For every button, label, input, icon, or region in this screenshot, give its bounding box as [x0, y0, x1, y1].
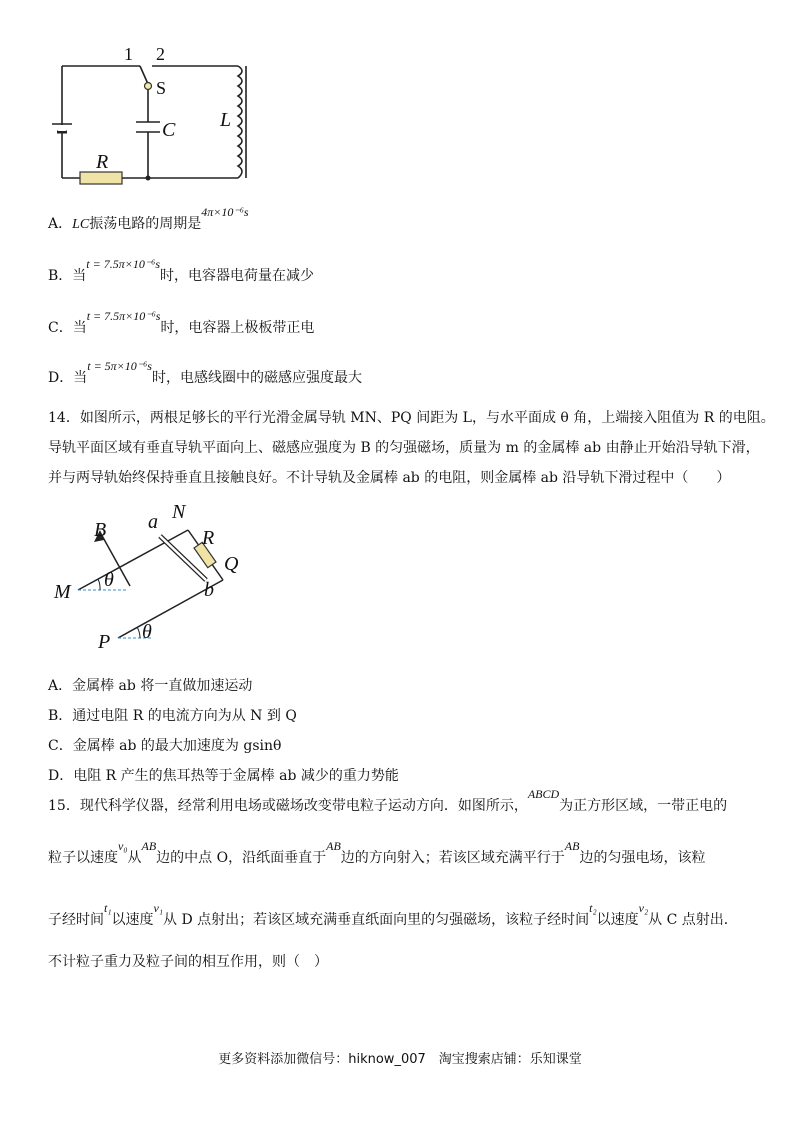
q14-option-a: A．金属棒 ab 将一直做加速运动 [48, 678, 253, 694]
q14-stem-line-3: 并与两导轨始终保持垂直且接触良好。不计导轨及金属棒 ab 的电阻，则金属棒 ab 沿导轨下滑过程中（ ） [48, 470, 731, 486]
formula-time-d: t = 5π×10⁻⁶s [87, 359, 152, 373]
q13-option-c: C．当t = 7.5π×10⁻⁶s时，电容器上极板带正电 [48, 309, 315, 336]
q14-stem-line-2: 导轨平面区域有垂直导轨平面向上、磁感应强度为 B 的匀强磁场，质量为 m 的金属棒 ab 由静止开始沿导轨下滑， [48, 440, 760, 456]
q15-stem-line-3: 子经时间t₁以速度v₁从 D 点射出；若该区域充满垂直纸面向里的匀强磁场，该粒子经时间t₂以速度v₂从 C 点射出． [48, 901, 738, 928]
switch-position-2: 2 [156, 44, 165, 64]
label-q: Q [224, 553, 239, 575]
resistor-label: R [96, 151, 109, 173]
rail-figure [48, 498, 258, 658]
q13-option-d: D．当t = 5π×10⁻⁶s时，电感线圈中的磁感应强度最大 [48, 359, 362, 386]
q15-stem-line-2: 粒子以速度v₀从AB边的中点 O，沿纸面垂直于AB边的方向射入；若该区域充满平行于AB边的匀强电场，该粒 [48, 839, 706, 866]
formula-time-c: t = 7.5π×10⁻⁶s [86, 309, 161, 323]
formula-period: 4π×10⁻⁶s [201, 205, 249, 219]
q14-stem-line-1: 14．如图所示，两根足够长的平行光滑金属导轨 MN、PQ 间距为 L，与水平面成 θ 角，上端接入阻值为 R 的电阻。 [48, 410, 775, 426]
label-n: N [172, 501, 186, 523]
switch-label: S [156, 78, 167, 98]
label-theta-1: θ [104, 569, 114, 591]
label-r: R [202, 527, 215, 549]
formula-time-b: t = 7.5π×10⁻⁶s [86, 257, 161, 271]
footer-note: 更多资料添加微信号：hiknow_007 淘宝搜索店铺：乐知课堂 [218, 1052, 582, 1067]
label-b-field: B [94, 519, 107, 541]
inductor-label: L [220, 109, 232, 131]
label-a: a [148, 511, 158, 533]
label-p: P [98, 631, 111, 653]
q13-option-b: B．当t = 7.5π×10⁻⁶s时，电容器电荷量在减少 [48, 257, 315, 284]
q14-option-d: D．电阻 R 产生的焦耳热等于金属棒 ab 减少的重力势能 [48, 768, 399, 784]
q14-option-c: C．金属棒 ab 的最大加速度为 gsinθ [48, 738, 282, 754]
q15-stem-line-1: 15．现代科学仪器，经常利用电场或磁场改变带电粒子运动方向．如图所示，ABCD为正方形区域，一带正电的 [48, 787, 728, 814]
lc-circuit-figure [40, 40, 260, 200]
switch-position-1: 1 [124, 44, 133, 64]
label-m: M [54, 581, 71, 603]
q14-option-b: B．通过电阻 R 的电流方向为从 N 到 Q [48, 708, 297, 724]
q13-option-a: A．LC振荡电路的周期是4π×10⁻⁶s [48, 205, 249, 232]
q15-stem-line-4: 不计粒子重力及粒子间的相互作用，则（ ） [48, 954, 328, 970]
label-theta-2: θ [142, 621, 152, 643]
capacitor-label: C [162, 119, 176, 141]
label-b-end: b [204, 579, 214, 601]
